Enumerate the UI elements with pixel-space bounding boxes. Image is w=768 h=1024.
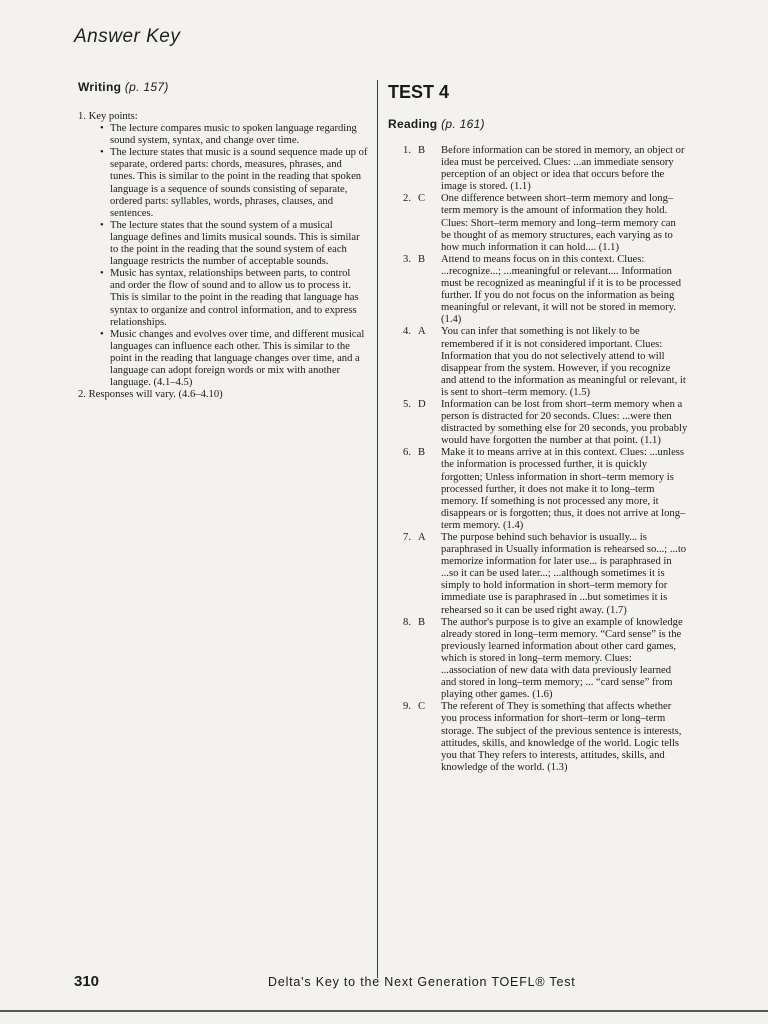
answer-letter: D — [418, 398, 426, 410]
answer-item — [388, 701, 688, 774]
writing-section-heading — [78, 80, 368, 94]
test-title: TEST 4 — [388, 82, 450, 102]
reading-section-page: (p. 161) — [441, 117, 485, 131]
reading-section-heading — [388, 117, 688, 131]
answer-letter: A — [418, 326, 426, 338]
answer-number: 2. — [403, 193, 411, 205]
answer-number: 8. — [403, 616, 411, 628]
answer-item — [388, 193, 688, 253]
item-2-response: 2. Responses will vary. (4.6–4.10) — [78, 389, 223, 401]
answer-number: 3. — [403, 253, 411, 265]
reading-answers — [388, 145, 688, 774]
answer-number: 7. — [403, 532, 411, 543]
answer-item — [388, 254, 688, 327]
answer-item — [388, 532, 688, 617]
answer-explanation: Information can be lost from short–term memory when a person is distracted for 20 seconds. Clues: ...were then distracted by something else for 20 seconds, you probably would have forgotten the number at that point. (1.1) — [441, 398, 688, 447]
answer-explanation: The author's purpose is to give an example of knowledge already stored in long–term memory. “Card sense” is the previously learned information about other card games, which is stored in long–term memory. Clues: ...association of new data with data previously learned and stored in long–term memory; ... “card sense” from playing other games. (1.6) — [441, 616, 683, 701]
answer-item — [388, 326, 688, 399]
writing-section-page: (p. 157) — [124, 80, 169, 94]
key-point: • The lecture compares music to spoken language regarding sound system, syntax, and change over time. — [100, 123, 368, 147]
answer-explanation: Make it to means arrive at in this context. Clues: ...unless the information is processed further, it is quickly forgotten; Unless information in short–term memory is processed further, it does not make it to long–term memory. If something is not processed any more, it disappears or is forgotten; thus, it does not arrive at long–term memory. (1.4) — [441, 447, 686, 531]
writing-column — [78, 80, 368, 401]
answer-item — [388, 617, 688, 702]
key-points-list — [78, 123, 368, 389]
answer-explanation: Before information can be stored in memory, an object or idea must be perceived. Clues: ...an immediate sensory perception of an object or idea that occurs before the image is stored. (1.1) — [441, 145, 685, 193]
page-header: Answer Key — [74, 26, 181, 47]
answer-item — [388, 145, 688, 193]
answer-explanation: The purpose behind such behavior is usually... is paraphrased in Usually information is rehearsed so...; ...to memorize information for later use... is paraphrased in ...so it can be used later...; ...although sometimes it is simply to hold information in short–term memory for immediate use is paraphrased in ...but sometimes it is rehearsed so it can be used right away. (1.7) — [441, 532, 687, 616]
answer-explanation: Attend to means focus on in this context. Clues: ...recognize...; ...meaningful or relevant.... Information must be recognized as meaningful if it is to be processed further. If you do not focus on the information as being meaningful or relevant, it will not be stored in memory. (1.4) — [441, 253, 682, 326]
key-point: • Music has syntax, relationships between parts, to control and order the flow of sound and to allow us to process it. This is similar to the point in the reading that language has syntax to organize and control information, and to express relationships. — [100, 268, 368, 328]
reading-column — [388, 80, 688, 774]
writing-answers — [78, 111, 368, 401]
answer-number: 6. — [403, 447, 411, 459]
bottom-rule — [0, 1010, 768, 1012]
answer-letter: B — [418, 447, 426, 459]
key-points-label: 1. Key points: — [78, 111, 138, 122]
answer-letter: B — [418, 253, 426, 265]
key-point: • The lecture states that the sound system of a musical language defines and limits musical sounds. This is similar to the point in the reading that the sound system of each language restricts the number of acceptable sounds. — [100, 220, 368, 268]
answer-letter: B — [418, 145, 426, 156]
book-title: Delta's Key to the Next Generation TOEFL® Test — [268, 975, 576, 989]
key-point: • Music changes and evolves over time, and different musical languages can influence each other. This is similar to the point in the reading that language changes over time, and a language can adopt foreign words or mix with another language. (4.1–4.5) — [100, 329, 368, 389]
answer-explanation: One difference between short–term memory and long–term memory is the amount of information they hold. Clues: Short–term memory and long–term memory can be thought of as memory structures, each varying as to how much information it can hold.... (1.1) — [441, 193, 676, 253]
answer-number: 1. — [403, 145, 411, 156]
answer-item — [388, 399, 688, 447]
answer-letter: C — [418, 193, 426, 205]
answer-number: 9. — [403, 701, 411, 713]
page-number: 310 — [74, 973, 100, 990]
column-divider — [377, 80, 378, 978]
answer-number: 5. — [403, 398, 411, 410]
reading-section-title: Reading — [388, 117, 438, 131]
answer-letter: A — [418, 532, 426, 543]
writing-section-title: Writing — [78, 80, 122, 94]
key-point: • The lecture states that music is a sound sequence made up of separate, ordered parts: chords, measures, phrases, and tunes. This is similar to the point in the reading that spoken language is a sequence of sounds consisting of separate, ordered parts: syllables, words, phrases, clauses, and sentences. — [100, 147, 368, 220]
answer-letter: B — [418, 616, 426, 628]
answer-explanation: The referent of They is something that affects whether you process information for short–term or long–term storage. The subject of the previous sentence is interests, attitudes, skills, and knowledge of the world. Logic tells you that They refers to interests, attitudes, skills, and knowledge of the world. (1.3) — [441, 701, 682, 773]
answer-explanation: You can infer that something is not likely to be remembered if it is not considered important. Clues: Information that you do not selectively attend to will disappear from the system. However, if you recognize and attend to the information as meaningful or relevant, it is sent to short–term memory. (1.5) — [441, 326, 686, 398]
answer-number: 4. — [403, 326, 411, 338]
answer-letter: C — [418, 701, 426, 713]
answer-item — [388, 447, 688, 532]
